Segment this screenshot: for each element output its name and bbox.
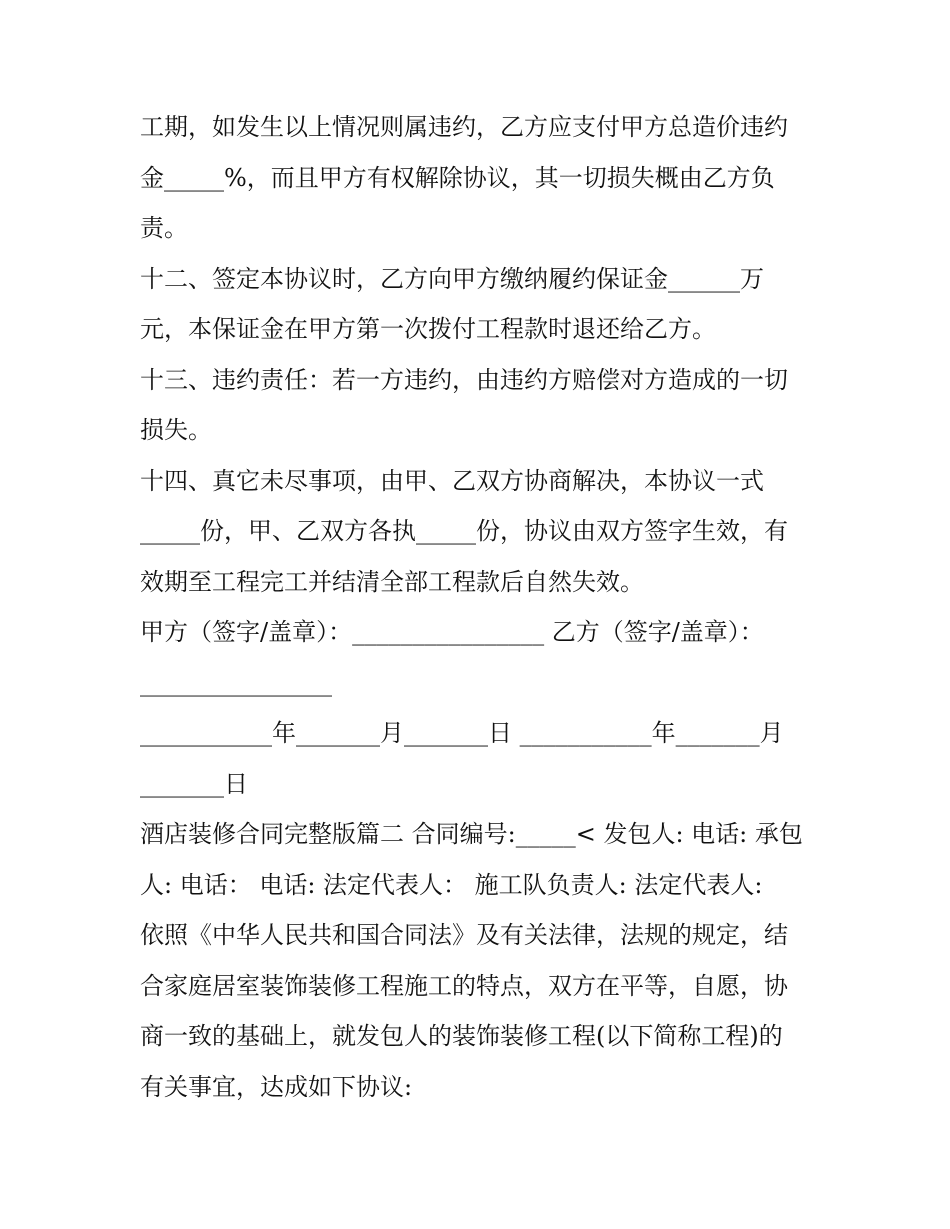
- text-line: 十二、签定本协议时，乙方向甲方缴纳履约保证金______万: [140, 264, 764, 293]
- text-line: 责。: [140, 214, 188, 242]
- date-line: _______日: [140, 769, 248, 798]
- signature-blank: ________________: [140, 668, 332, 697]
- text-line: 金_____%，而且甲方有权解除协议，其一切损失概由乙方负: [140, 163, 775, 192]
- text-line: 工期，如发生以上情况则属违约，乙方应支付甲方总造价违约: [140, 113, 788, 141]
- text-line: 有关事宜，达成如下协议:: [140, 1072, 413, 1101]
- contract-header-line: 酒店装修合同完整版篇二 合同编号:_____< 发包人: 电话: 承包: [140, 820, 803, 848]
- text-line: 商一致的基础上，就发包人的装饰装修工程(以下简称工程)的: [140, 1022, 783, 1050]
- date-line: ___________年_______月_______日 ___________年_______月: [140, 719, 784, 747]
- text-line: 十三、违约责任：若一方违约，由违约方赔偿对方造成的一切: [140, 365, 788, 394]
- text-line: 依照《中华人民共和国合同法》及有关法律，法规的规定，结: [140, 921, 788, 949]
- contract-header-line: 人: 电话： 电话: 法定代表人： 施工队负责人: 法定代表人:: [140, 870, 763, 899]
- text-line: 效期至工程完工并结清全部工程款后自然失效。: [140, 567, 644, 596]
- text-line: _____份，甲、乙双方各执_____份，协议由双方签字生效，有: [140, 517, 788, 545]
- text-line: 合家庭居室装饰装修工程施工的特点，双方在平等，自愿，协: [140, 971, 788, 1000]
- signature-line: 甲方（签字/盖章）：________________ 乙方（签字/盖章）：: [140, 618, 764, 646]
- text-line: 十四、真它未尽事项，由甲、乙双方协商解决，本协议一式: [140, 466, 764, 495]
- document-body: [140, 102, 820, 1112]
- text-line: 损失。: [140, 416, 212, 444]
- text-line: 元，本保证金在甲方第一次拨付工程款时退还给乙方。: [140, 315, 716, 343]
